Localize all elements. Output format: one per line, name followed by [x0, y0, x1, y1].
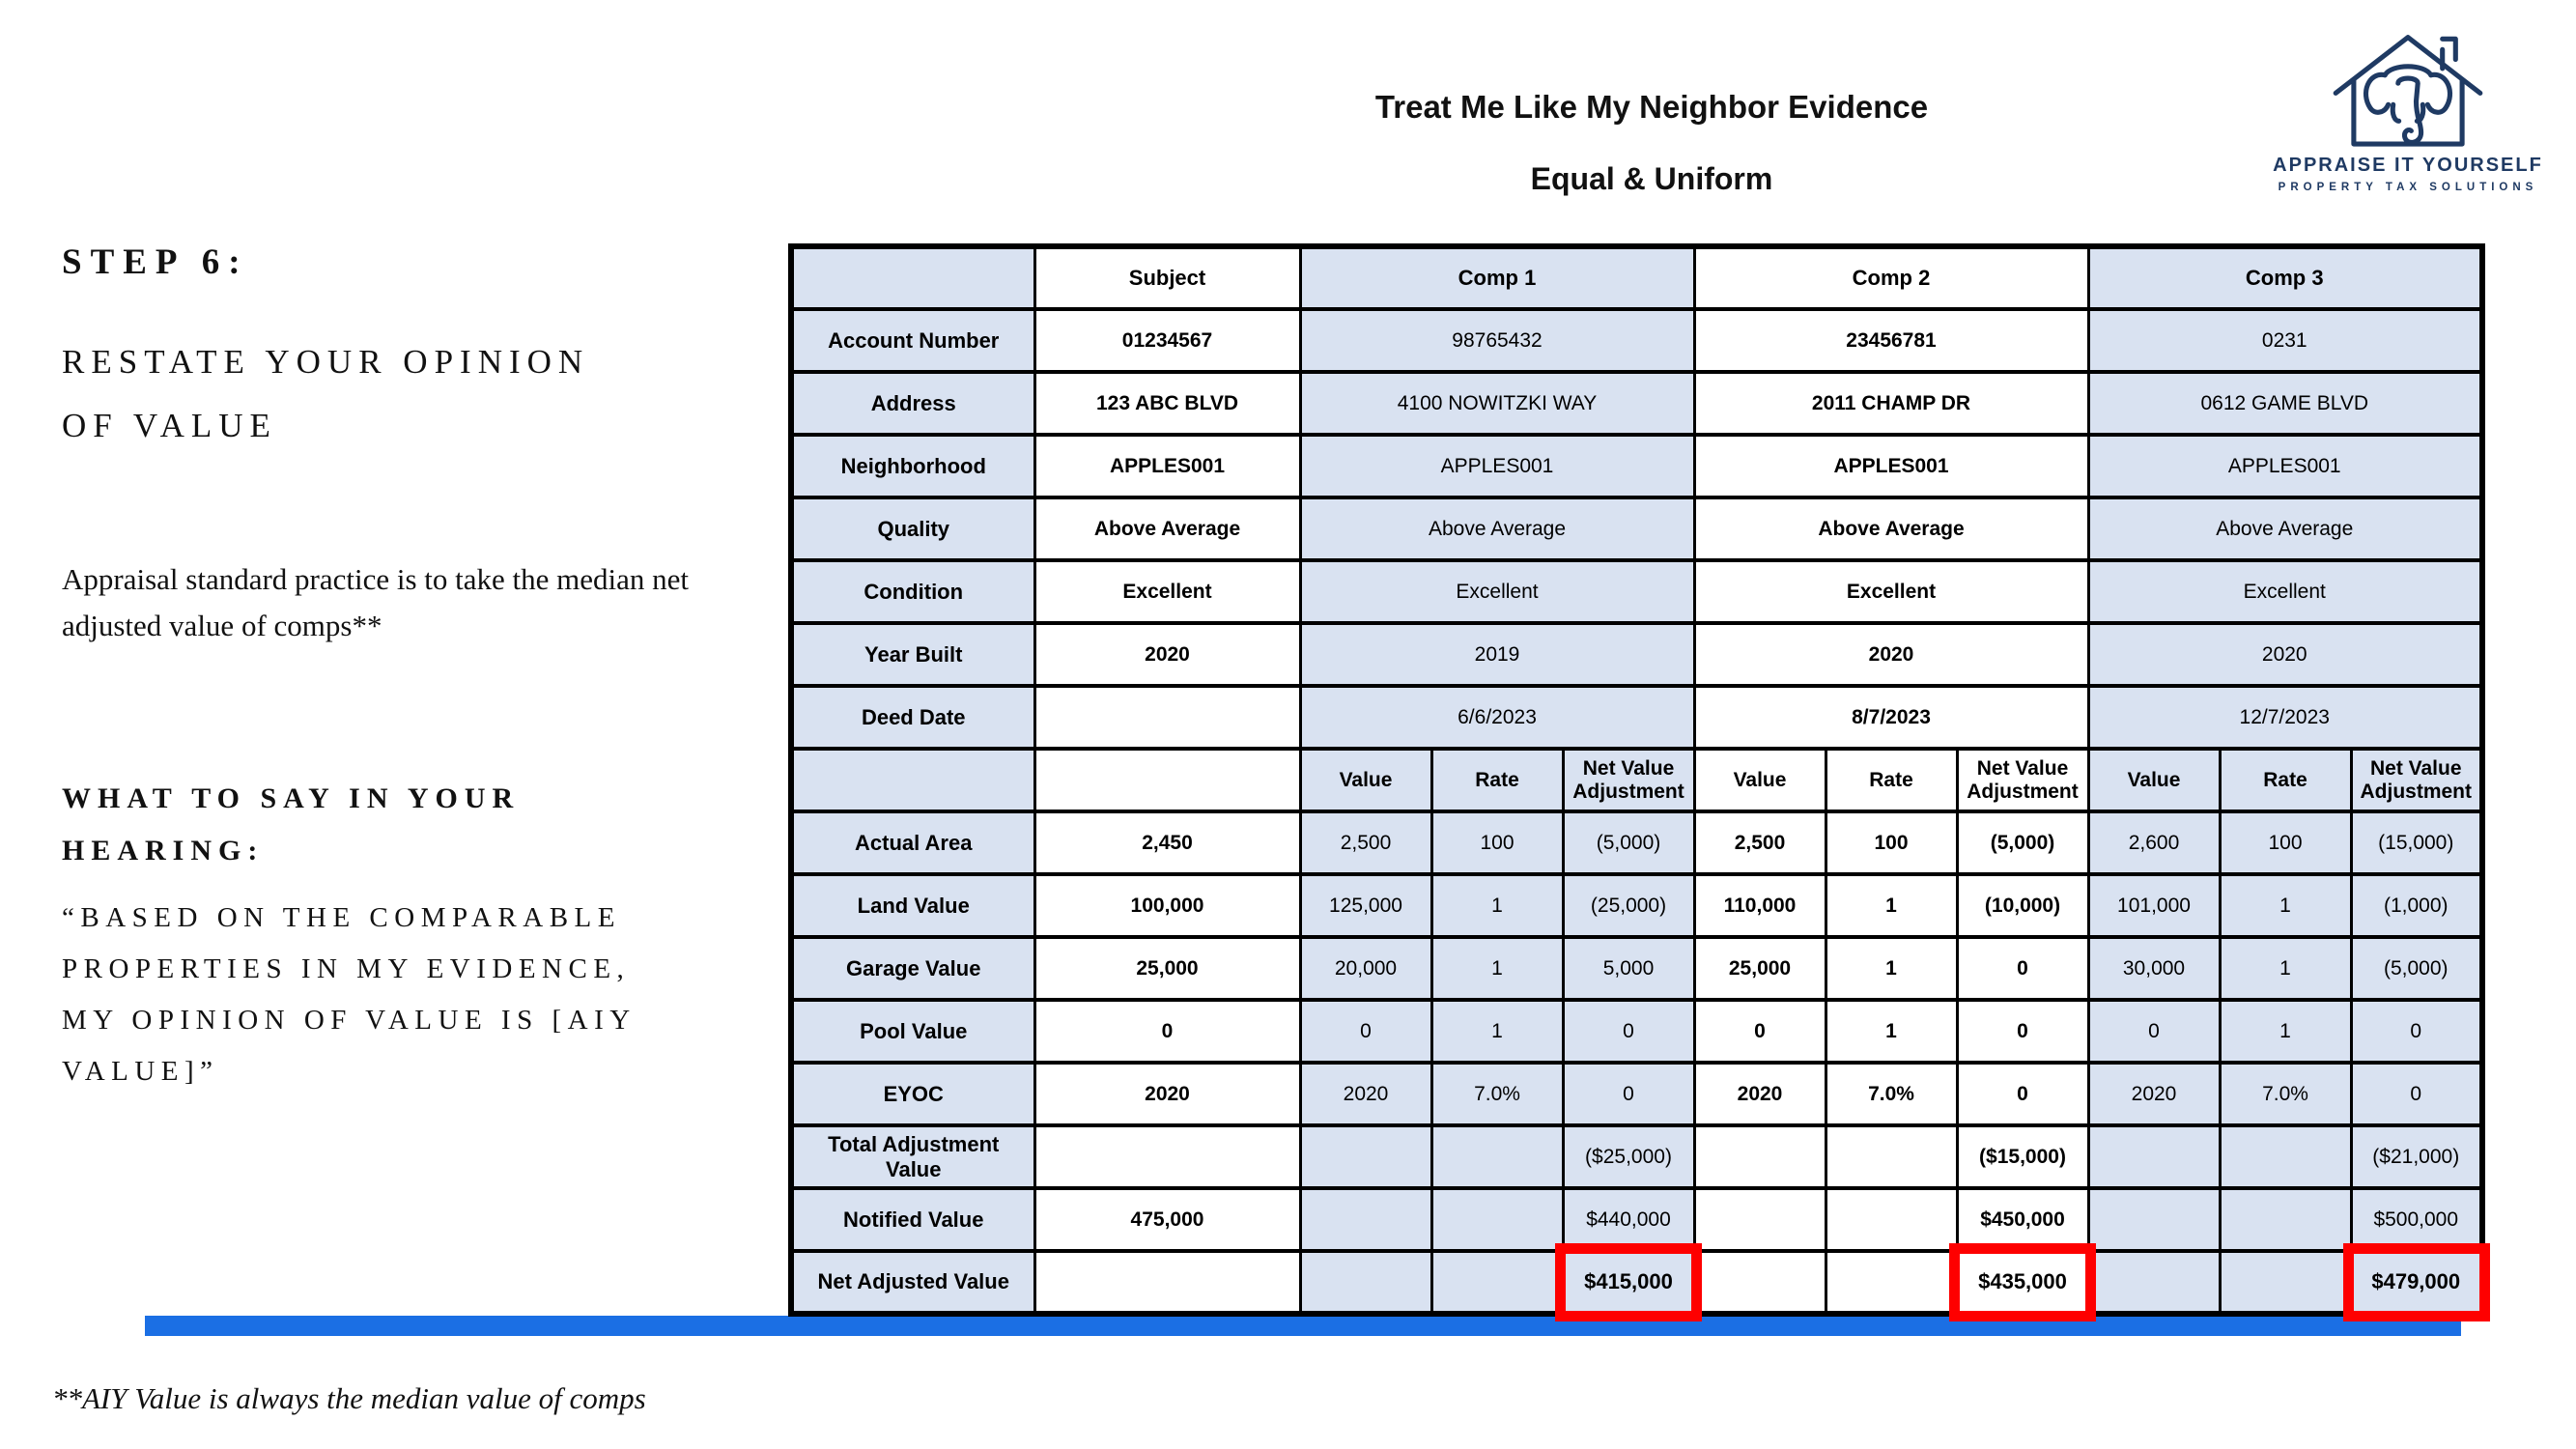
cell-notified-value-comp3-net-value-adjustment: $500,000	[2351, 1188, 2482, 1251]
cell-total-adjustment-value-comp3-rate	[2220, 1125, 2351, 1188]
cell-pool-value-comp2-value: 0	[1694, 1000, 1826, 1063]
table-row	[791, 309, 2482, 372]
cell-notified-value-comp1-rate	[1431, 1188, 1563, 1251]
cell-land-value-comp2-value: 110,000	[1694, 874, 1826, 937]
row-label-notified-value: Notified Value	[791, 1188, 1034, 1251]
cell-net-adjusted-value-comp3-rate	[2220, 1251, 2351, 1314]
cell-total-adjustment-value-comp3-net-value-adjustment: ($21,000)	[2351, 1125, 2482, 1188]
subheader-comp1-net-value-adjustment: Net Value Adjustment	[1563, 749, 1694, 811]
cell-pool-value-comp3-rate: 1	[2220, 1000, 2351, 1063]
cell-year-built-comp1: 2019	[1300, 623, 1694, 686]
cell-total-adjustment-value-comp2-value	[1694, 1125, 1826, 1188]
cell-total-adjustment-value-comp3-value	[2088, 1125, 2220, 1188]
subheader-blank-subject	[1034, 749, 1300, 811]
row-label-quality: Quality	[791, 497, 1034, 560]
col-header-comp1: Comp 1	[1300, 246, 1694, 309]
table-row	[791, 435, 2482, 497]
cell-net-adjusted-value-comp2-rate	[1826, 1251, 1957, 1314]
row-label-neighborhood: Neighborhood	[791, 435, 1034, 497]
subheader-comp3-value: Value	[2088, 749, 2220, 811]
logo-name: APPRAISE IT YOURSELF	[2273, 155, 2543, 176]
cell-net-adjusted-value-comp1-value	[1300, 1251, 1431, 1314]
cell-total-adjustment-value-comp1-net-value-adjustment: ($25,000)	[1563, 1125, 1694, 1188]
cell-notified-value-comp1-net-value-adjustment: $440,000	[1563, 1188, 1694, 1251]
subheader-comp3-rate: Rate	[2220, 749, 2351, 811]
comparison-table-wrap	[788, 243, 2485, 1317]
row-label-land-value: Land Value	[791, 874, 1034, 937]
cell-notified-value-subject: 475,000	[1034, 1188, 1300, 1251]
subheader-comp2-rate: Rate	[1826, 749, 1957, 811]
cell-net-adjusted-value-comp1-rate	[1431, 1251, 1563, 1314]
table-row	[791, 560, 2482, 623]
cell-eyoc-comp2-value: 2020	[1694, 1063, 1826, 1125]
cell-account-number-comp2: 23456781	[1694, 309, 2088, 372]
cell-garage-value-comp2-net-value-adjustment: 0	[1957, 937, 2088, 1000]
row-label-deed-date: Deed Date	[791, 686, 1034, 749]
cell-eyoc-comp2-net-value-adjustment: 0	[1957, 1063, 2088, 1125]
cell-notified-value-comp2-rate	[1826, 1188, 1957, 1251]
cell-net-adjusted-value-comp3-value	[2088, 1251, 2220, 1314]
footnote: **AIY Value is always the median value of comps	[52, 1381, 646, 1415]
cell-actual-area-comp3-net-value-adjustment: (15,000)	[2351, 811, 2482, 874]
cell-pool-value-comp3-value: 0	[2088, 1000, 2220, 1063]
col-header-blank	[791, 246, 1034, 309]
step-heading: RESTATE YOUR OPINION OF VALUE	[62, 343, 590, 444]
row-label-condition: Condition	[791, 560, 1034, 623]
cell-notified-value-comp1-value	[1300, 1188, 1431, 1251]
cell-land-value-comp1-rate: 1	[1431, 874, 1563, 937]
logo-tagline: PROPERTY TAX SOLUTIONS	[2278, 182, 2538, 193]
cell-neighborhood-comp3: APPLES001	[2088, 435, 2482, 497]
table-row	[791, 811, 2482, 874]
cell-quality-comp2: Above Average	[1694, 497, 2088, 560]
table-row	[791, 1125, 2482, 1188]
table-header-row	[791, 246, 2482, 309]
cell-notified-value-comp2-net-value-adjustment: $450,000	[1957, 1188, 2088, 1251]
cell-condition-subject: Excellent	[1034, 560, 1300, 623]
company-logo	[2258, 29, 2558, 193]
header-title-block	[1169, 89, 2135, 197]
cell-net-adjusted-value-comp3-net-value-adjustment: $479,000	[2351, 1251, 2482, 1314]
cell-address-comp1: 4100 NOWITZKI WAY	[1300, 372, 1694, 435]
appraisal-note: Appraisal standard practice is to take the median net adjusted value of comps**	[62, 562, 690, 642]
cell-pool-value-comp1-value: 0	[1300, 1000, 1431, 1063]
cell-pool-value-subject: 0	[1034, 1000, 1300, 1063]
cell-address-subject: 123 ABC BLVD	[1034, 372, 1300, 435]
table-row	[791, 372, 2482, 435]
cell-net-adjusted-value-comp1-net-value-adjustment: $415,000	[1563, 1251, 1694, 1314]
cell-eyoc-comp2-rate: 7.0%	[1826, 1063, 1957, 1125]
cell-pool-value-comp3-net-value-adjustment: 0	[2351, 1000, 2482, 1063]
cell-account-number-comp3: 0231	[2088, 309, 2482, 372]
cell-year-built-comp3: 2020	[2088, 623, 2482, 686]
cell-eyoc-comp1-rate: 7.0%	[1431, 1063, 1563, 1125]
accent-bar	[145, 1316, 2461, 1336]
cell-condition-comp2: Excellent	[1694, 560, 2088, 623]
cell-garage-value-comp3-value: 30,000	[2088, 937, 2220, 1000]
cell-condition-comp3: Excellent	[2088, 560, 2482, 623]
cell-year-built-comp2: 2020	[1694, 623, 2088, 686]
cell-garage-value-comp3-rate: 1	[2220, 937, 2351, 1000]
cell-actual-area-comp2-value: 2,500	[1694, 811, 1826, 874]
cell-quality-subject: Above Average	[1034, 497, 1300, 560]
cell-quality-comp3: Above Average	[2088, 497, 2482, 560]
cell-eyoc-comp1-value: 2020	[1300, 1063, 1431, 1125]
cell-garage-value-comp2-rate: 1	[1826, 937, 1957, 1000]
table-row	[791, 937, 2482, 1000]
cell-net-adjusted-value-comp2-value	[1694, 1251, 1826, 1314]
cell-land-value-comp2-rate: 1	[1826, 874, 1957, 937]
cell-land-value-comp3-net-value-adjustment: (1,000)	[2351, 874, 2482, 937]
table-row	[791, 497, 2482, 560]
step-label: STEP 6:	[62, 242, 249, 282]
comparison-table	[788, 243, 2485, 1317]
row-label-pool-value: Pool Value	[791, 1000, 1034, 1063]
cell-actual-area-comp1-net-value-adjustment: (5,000)	[1563, 811, 1694, 874]
cell-eyoc-comp1-net-value-adjustment: 0	[1563, 1063, 1694, 1125]
subheader-comp3-net-value-adjustment: Net Value Adjustment	[2351, 749, 2482, 811]
cell-actual-area-comp2-net-value-adjustment: (5,000)	[1957, 811, 2088, 874]
table-row	[791, 1251, 2482, 1314]
table-row	[791, 1000, 2482, 1063]
cell-total-adjustment-value-comp2-net-value-adjustment: ($15,000)	[1957, 1125, 2088, 1188]
cell-eyoc-comp3-rate: 7.0%	[2220, 1063, 2351, 1125]
cell-notified-value-comp3-rate	[2220, 1188, 2351, 1251]
cell-net-adjusted-value-comp2-net-value-adjustment: $435,000	[1957, 1251, 2088, 1314]
subheader-comp2-value: Value	[1694, 749, 1826, 811]
cell-land-value-comp3-value: 101,000	[2088, 874, 2220, 937]
subheader-comp1-rate: Rate	[1431, 749, 1563, 811]
cell-eyoc-comp3-net-value-adjustment: 0	[2351, 1063, 2482, 1125]
cell-eyoc-subject: 2020	[1034, 1063, 1300, 1125]
table-row	[791, 874, 2482, 937]
col-header-comp2: Comp 2	[1694, 246, 2088, 309]
subheader-blank-label	[791, 749, 1034, 811]
page-title: Treat Me Like My Neighbor Evidence	[1374, 89, 1929, 125]
cell-actual-area-comp1-value: 2,500	[1300, 811, 1431, 874]
cell-neighborhood-comp1: APPLES001	[1300, 435, 1694, 497]
cell-account-number-subject: 01234567	[1034, 309, 1300, 372]
cell-neighborhood-comp2: APPLES001	[1694, 435, 2088, 497]
subheader-comp1-value: Value	[1300, 749, 1431, 811]
cell-actual-area-comp3-value: 2,600	[2088, 811, 2220, 874]
subheader-comp2-net-value-adjustment: Net Value Adjustment	[1957, 749, 2088, 811]
row-label-garage-value: Garage Value	[791, 937, 1034, 1000]
cell-land-value-comp1-net-value-adjustment: (25,000)	[1563, 874, 1694, 937]
row-label-total-adjustment-value: Total Adjustment Value	[791, 1125, 1034, 1188]
cell-total-adjustment-value-comp1-rate	[1431, 1125, 1563, 1188]
table-row	[791, 1188, 2482, 1251]
row-label-address: Address	[791, 372, 1034, 435]
cell-quality-comp1: Above Average	[1300, 497, 1694, 560]
cell-account-number-comp1: 98765432	[1300, 309, 1694, 372]
cell-garage-value-comp3-net-value-adjustment: (5,000)	[2351, 937, 2482, 1000]
cell-land-value-subject: 100,000	[1034, 874, 1300, 937]
hearing-heading: WHAT TO SAY IN YOUR HEARING:	[62, 782, 521, 867]
col-header-comp3: Comp 3	[2088, 246, 2482, 309]
cell-total-adjustment-value-subject	[1034, 1125, 1300, 1188]
table-row	[791, 1063, 2482, 1125]
cell-actual-area-comp3-rate: 100	[2220, 811, 2351, 874]
cell-land-value-comp1-value: 125,000	[1300, 874, 1431, 937]
cell-deed-date-comp2: 8/7/2023	[1694, 686, 2088, 749]
cell-address-comp3: 0612 GAME BLVD	[2088, 372, 2482, 435]
cell-actual-area-comp1-rate: 100	[1431, 811, 1563, 874]
cell-pool-value-comp1-net-value-adjustment: 0	[1563, 1000, 1694, 1063]
cell-garage-value-comp1-value: 20,000	[1300, 937, 1431, 1000]
cell-land-value-comp2-net-value-adjustment: (10,000)	[1957, 874, 2088, 937]
col-header-subject: Subject	[1034, 246, 1300, 309]
cell-eyoc-comp3-value: 2020	[2088, 1063, 2220, 1125]
row-label-account-number: Account Number	[791, 309, 1034, 372]
cell-actual-area-comp2-rate: 100	[1826, 811, 1957, 874]
cell-deed-date-subject	[1034, 686, 1300, 749]
row-label-year-built: Year Built	[791, 623, 1034, 686]
cell-total-adjustment-value-comp1-value	[1300, 1125, 1431, 1188]
cell-pool-value-comp2-rate: 1	[1826, 1000, 1957, 1063]
cell-total-adjustment-value-comp2-rate	[1826, 1125, 1957, 1188]
cell-notified-value-comp3-value	[2088, 1188, 2220, 1251]
cell-pool-value-comp1-rate: 1	[1431, 1000, 1563, 1063]
cell-notified-value-comp2-value	[1694, 1188, 1826, 1251]
cell-year-built-subject: 2020	[1034, 623, 1300, 686]
cell-address-comp2: 2011 CHAMP DR	[1694, 372, 2088, 435]
row-label-eyoc: EYOC	[791, 1063, 1034, 1125]
table-row	[791, 686, 2482, 749]
cell-garage-value-subject: 25,000	[1034, 937, 1300, 1000]
table-subheader-row	[791, 749, 2482, 811]
row-label-net-adjusted-value: Net Adjusted Value	[791, 1251, 1034, 1314]
cell-condition-comp1: Excellent	[1300, 560, 1694, 623]
cell-net-adjusted-value-subject	[1034, 1251, 1300, 1314]
cell-garage-value-comp1-rate: 1	[1431, 937, 1563, 1000]
elephant-house-icon	[2258, 29, 2558, 151]
cell-pool-value-comp2-net-value-adjustment: 0	[1957, 1000, 2088, 1063]
table-row	[791, 623, 2482, 686]
cell-garage-value-comp2-value: 25,000	[1694, 937, 1826, 1000]
cell-land-value-comp3-rate: 1	[2220, 874, 2351, 937]
hearing-quote: “BASED ON THE COMPARABLE PROPERTIES IN MY EVIDENCE, MY OPINION OF VALUE IS [AIY VALUE]”	[62, 902, 636, 1087]
cell-deed-date-comp1: 6/6/2023	[1300, 686, 1694, 749]
page-subtitle: Equal & Uniform	[1530, 161, 1773, 196]
cell-actual-area-subject: 2,450	[1034, 811, 1300, 874]
cell-deed-date-comp3: 12/7/2023	[2088, 686, 2482, 749]
cell-garage-value-comp1-net-value-adjustment: 5,000	[1563, 937, 1694, 1000]
cell-neighborhood-subject: APPLES001	[1034, 435, 1300, 497]
row-label-actual-area: Actual Area	[791, 811, 1034, 874]
